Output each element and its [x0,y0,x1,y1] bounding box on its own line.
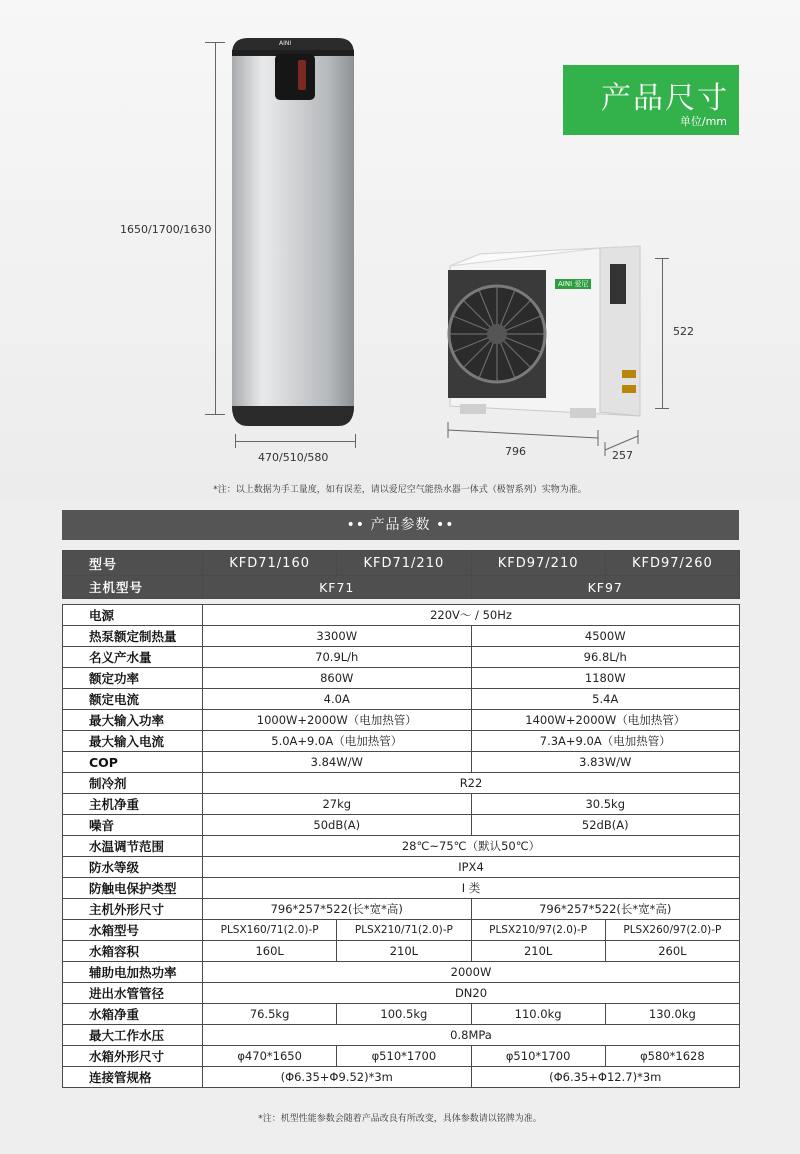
row-value: 3300W [203,626,472,647]
row-label: 名义产水量 [63,647,203,668]
unit-height-line [662,258,663,408]
dimension-note: *注：以上数据为手工量度，如有误差，请以爱尼空气能热水器一体式（极智系列）实物为准。 [213,485,587,495]
table-row [63,878,740,899]
row-value: φ510*1700 [337,1046,471,1067]
row-label: 水箱型号 [63,920,203,941]
dimension-unit: 单位/mm [679,115,727,128]
dim-tick [355,434,356,448]
row-value: 5.4A [471,689,740,710]
table-row [63,941,740,962]
params-note: *注：机型性能参数会随着产品改良有所改变，具体参数请以铭牌为准。 [258,1114,542,1124]
row-label: 额定功率 [63,668,203,689]
row-value: 28℃~75℃（默认50℃） [203,836,740,857]
row-value: 100.5kg [337,1004,471,1025]
row-value: 30.5kg [471,794,740,815]
row-value: 1180W [471,668,740,689]
row-label: 主机外形尺寸 [63,899,203,920]
tank-diameter-label: 470/510/580 [258,451,329,464]
row-value: PLSX160/71(2.0)-P [203,920,337,941]
table-row [63,551,740,576]
row-label: 辅助电加热功率 [63,962,203,983]
table-row [63,752,740,773]
row-value: (Φ6.35+Φ9.52)*3m [203,1067,472,1088]
table-row [63,773,740,794]
row-value: 796*257*522(长*宽*高) [203,899,472,920]
row-label: 主机净重 [63,794,203,815]
row-value: (Φ6.35+Φ12.7)*3m [471,1067,740,1088]
row-label: 水温调节范围 [63,836,203,857]
unit-width-label: 796 [505,445,526,458]
table-row [63,920,740,941]
table-row [63,794,740,815]
row-label: 最大输入功率 [63,710,203,731]
outdoor-unit-image [440,240,662,425]
row-label: 主机型号 [63,576,203,599]
row-value: 860W [203,668,472,689]
table-row [63,689,740,710]
table-row [63,899,740,920]
unit-depth-label: 257 [612,449,633,462]
table-row [63,983,740,1004]
row-value: 130.0kg [605,1004,739,1025]
row-value: KFD97/260 [605,551,739,576]
spec-table [62,550,740,1088]
row-value: 0.8MPa [203,1025,740,1046]
tank-height-line [215,42,216,414]
row-value: 1000W+2000W（电加热管） [203,710,472,731]
unit-brand-logo: AINI 爱尼 [555,279,591,289]
row-value: 70.9L/h [203,647,472,668]
row-value: KFD97/210 [471,551,605,576]
row-value: 96.8L/h [471,647,740,668]
tank-brand-logo: AINI [279,40,292,47]
row-value: 27kg [203,794,472,815]
row-value: PLSX260/97(2.0)-P [605,920,739,941]
row-label: 水箱容积 [63,941,203,962]
table-row [63,1046,740,1067]
row-value: KFD71/210 [337,551,471,576]
row-value: 52dB(A) [471,815,740,836]
row-value: 2000W [203,962,740,983]
row-label: 水箱外形尺寸 [63,1046,203,1067]
row-value: KF97 [471,576,740,599]
row-label: 进出水管管径 [63,983,203,1004]
row-value: 3.83W/W [471,752,740,773]
row-label: 制冷剂 [63,773,203,794]
row-value: 796*257*522(长*宽*高) [471,899,740,920]
row-label: 噪音 [63,815,203,836]
row-value: PLSX210/97(2.0)-P [471,920,605,941]
row-label: 热泵额定制热量 [63,626,203,647]
row-value: 160L [203,941,337,962]
row-value: IPX4 [203,857,740,878]
row-value: 210L [337,941,471,962]
unit-height-label: 522 [673,325,694,338]
dimension-title-badge [563,65,739,135]
row-value: KF71 [203,576,472,599]
table-row [63,626,740,647]
row-label: 额定电流 [63,689,203,710]
row-label: 型号 [63,551,203,576]
table-row [63,1004,740,1025]
row-value: φ580*1628 [605,1046,739,1067]
row-value: 50dB(A) [203,815,472,836]
row-value: 210L [471,941,605,962]
dimension-title: 产品尺寸 [601,81,729,116]
row-label: 连接管规格 [63,1067,203,1088]
params-title-band: •• 产品参数 •• [62,510,739,540]
row-label: 最大输入电流 [63,731,203,752]
row-label: 最大工作水压 [63,1025,203,1046]
table-row [63,857,740,878]
dim-tick [655,408,669,409]
row-value: 110.0kg [471,1004,605,1025]
row-value: 260L [605,941,739,962]
row-value: 76.5kg [203,1004,337,1025]
row-label: 水箱净重 [63,1004,203,1025]
table-row [63,647,740,668]
tank-diameter-line [235,441,355,442]
table-row [63,605,740,626]
row-value: 4.0A [203,689,472,710]
table-row [63,836,740,857]
row-value: KFD71/160 [203,551,337,576]
row-value: R22 [203,773,740,794]
row-label: COP [63,752,203,773]
table-row [63,962,740,983]
water-tank-image [228,36,358,428]
table-row [63,576,740,599]
row-value: φ510*1700 [471,1046,605,1067]
row-value: PLSX210/71(2.0)-P [337,920,471,941]
tank-height-label: 1650/1700/1630 [120,223,212,236]
row-value: 3.84W/W [203,752,472,773]
row-value: φ470*1650 [203,1046,337,1067]
row-label: 防触电保护类型 [63,878,203,899]
row-value: 7.3A+9.0A（电加热管） [471,731,740,752]
row-label: 防水等级 [63,857,203,878]
table-row [63,731,740,752]
row-label: 电源 [63,605,203,626]
row-value: 4500W [471,626,740,647]
row-value: 5.0A+9.0A（电加热管） [203,731,472,752]
table-row [63,1067,740,1088]
table-row [63,1025,740,1046]
row-value: 1400W+2000W（电加热管） [471,710,740,731]
table-row [63,710,740,731]
dim-tick [205,414,225,415]
dimension-section [0,0,800,500]
table-row [63,668,740,689]
table-row [63,815,740,836]
row-value: 220V～ / 50Hz [203,605,740,626]
row-value: I 类 [203,878,740,899]
row-value: DN20 [203,983,740,1004]
